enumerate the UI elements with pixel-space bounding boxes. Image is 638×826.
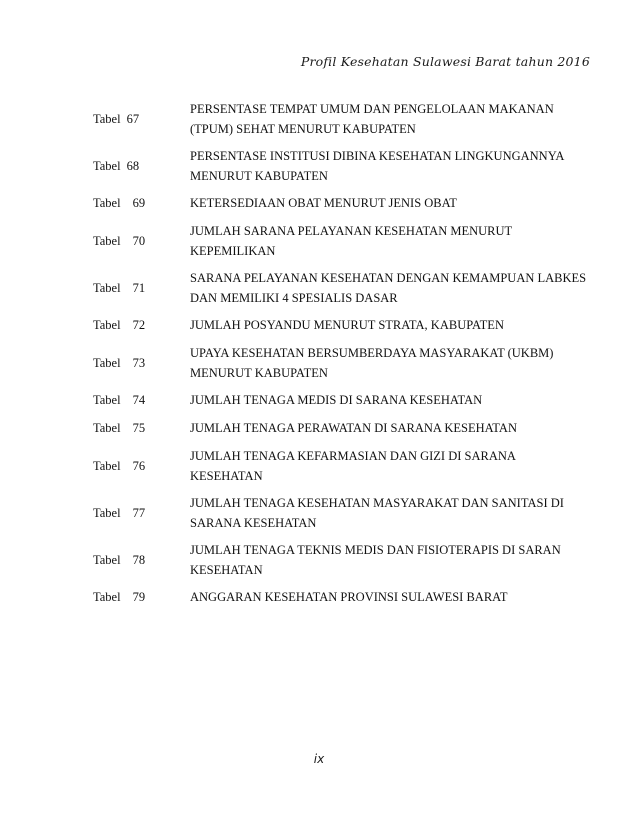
toc-entry-number: 77 bbox=[132, 505, 146, 520]
toc-entry-prefix: Tabel bbox=[93, 318, 121, 332]
toc-entry bbox=[90, 414, 590, 442]
toc-entry-prefix: Tabel bbox=[93, 505, 121, 520]
toc-entry-label bbox=[93, 418, 145, 438]
toc-entry-title: JUMLAH POSYANDU MENURUT STRATA, KABUPATEN bbox=[190, 318, 504, 332]
toc-entry-prefix: Tabel bbox=[93, 590, 121, 604]
toc-entry-number: 69 bbox=[132, 196, 146, 210]
toc-entry bbox=[90, 489, 590, 536]
toc-entry-prefix: Tabel bbox=[93, 552, 121, 567]
toc-entry-label bbox=[93, 550, 145, 570]
toc-entry-prefix: Tabel bbox=[93, 233, 121, 248]
toc-entry-title: ANGGARAN KESEHATAN PROVINSI SULAWESI BARAT bbox=[190, 590, 508, 604]
toc-entry-title: JUMLAH TENAGA MEDIS DI SARANA KESEHATAN bbox=[190, 393, 483, 407]
toc-entry-label bbox=[93, 390, 145, 410]
toc-entry bbox=[90, 442, 590, 489]
table-list bbox=[90, 95, 590, 611]
toc-entry-title: JUMLAH TENAGA PERAWATAN DI SARANA KESEHATAN bbox=[190, 421, 517, 435]
toc-entry-number: 79 bbox=[132, 590, 146, 604]
toc-entry-title: PERSENTASE INSTITUSI DIBINA KESEHATAN LINGKUNGANNYA MENURUT KABUPATEN bbox=[190, 148, 564, 183]
toc-entry-number: 78 bbox=[132, 552, 146, 567]
toc-entry-label bbox=[93, 156, 139, 176]
toc-entry-label bbox=[93, 315, 145, 335]
toc-entry-number: 67 bbox=[126, 111, 140, 126]
toc-entry-title: PERSENTASE TEMPAT UMUM DAN PENGELOLAAN MAKANAN (TPUM) SEHAT MENURUT KABUPATEN bbox=[190, 101, 554, 136]
toc-entry-prefix: Tabel bbox=[93, 158, 121, 173]
toc-entry-number: 76 bbox=[132, 458, 146, 473]
toc-entry-prefix: Tabel bbox=[93, 421, 121, 435]
toc-entry-prefix: Tabel bbox=[93, 196, 121, 210]
toc-entry bbox=[90, 583, 590, 611]
toc-entry-number: 75 bbox=[132, 421, 146, 435]
toc-entry-label bbox=[93, 353, 145, 373]
toc-entry bbox=[90, 95, 590, 142]
toc-entry-title: JUMLAH TENAGA KEFARMASIAN DAN GIZI DI SARANA KESEHATAN bbox=[190, 448, 516, 483]
toc-entry-prefix: Tabel bbox=[93, 111, 121, 126]
toc-entry-prefix: Tabel bbox=[93, 280, 121, 295]
toc-entry bbox=[90, 189, 590, 217]
toc-entry bbox=[90, 142, 590, 189]
toc-entry-title: SARANA PELAYANAN KESEHATAN DENGAN KEMAMPUAN LABKES DAN MEMILIKI 4 SPESIALIS DASAR bbox=[190, 270, 587, 305]
toc-entry-title: JUMLAH TENAGA KESEHATAN MASYARAKAT DAN SANITASI DI SARANA KESEHATAN bbox=[190, 495, 564, 530]
toc-entry-label bbox=[93, 109, 139, 129]
toc-entry-label bbox=[93, 278, 145, 298]
toc-entry-title: JUMLAH TENAGA TEKNIS MEDIS DAN FISIOTERAPIS DI SARAN KESEHATAN bbox=[190, 542, 561, 577]
toc-entry-number: 73 bbox=[132, 355, 146, 370]
toc-entry-title: UPAYA KESEHATAN BERSUMBERDAYA MASYARAKAT (UKBM) MENURUT KABUPATEN bbox=[190, 345, 554, 380]
toc-entry-label bbox=[93, 456, 145, 476]
page-number: ix bbox=[313, 752, 325, 766]
toc-entry bbox=[90, 386, 590, 414]
toc-entry-number: 68 bbox=[126, 158, 140, 173]
toc-entry bbox=[90, 264, 590, 311]
toc-entry-number: 71 bbox=[132, 280, 146, 295]
toc-entry-prefix: Tabel bbox=[93, 355, 121, 370]
toc-entry-number: 74 bbox=[132, 393, 146, 407]
toc-entry-label bbox=[93, 193, 145, 213]
toc-entry bbox=[90, 217, 590, 264]
toc-entry bbox=[90, 311, 590, 339]
toc-entry-title: JUMLAH SARANA PELAYANAN KESEHATAN MENURUT KEPEMILIKAN bbox=[190, 223, 512, 258]
toc-entry bbox=[90, 536, 590, 583]
toc-entry-label bbox=[93, 231, 145, 251]
toc-entry-prefix: Tabel bbox=[93, 393, 121, 407]
toc-entry-label bbox=[93, 587, 145, 607]
toc-entry-label bbox=[93, 503, 145, 523]
toc-entry bbox=[90, 339, 590, 386]
toc-entry-title: KETERSEDIAAN OBAT MENURUT JENIS OBAT bbox=[190, 196, 457, 210]
toc-entry-prefix: Tabel bbox=[93, 458, 121, 473]
toc-entry-number: 72 bbox=[132, 318, 146, 332]
toc-entry-number: 70 bbox=[132, 233, 146, 248]
running-header-title: Profil Kesehatan Sulawesi Barat tahun 2016 bbox=[300, 54, 590, 69]
